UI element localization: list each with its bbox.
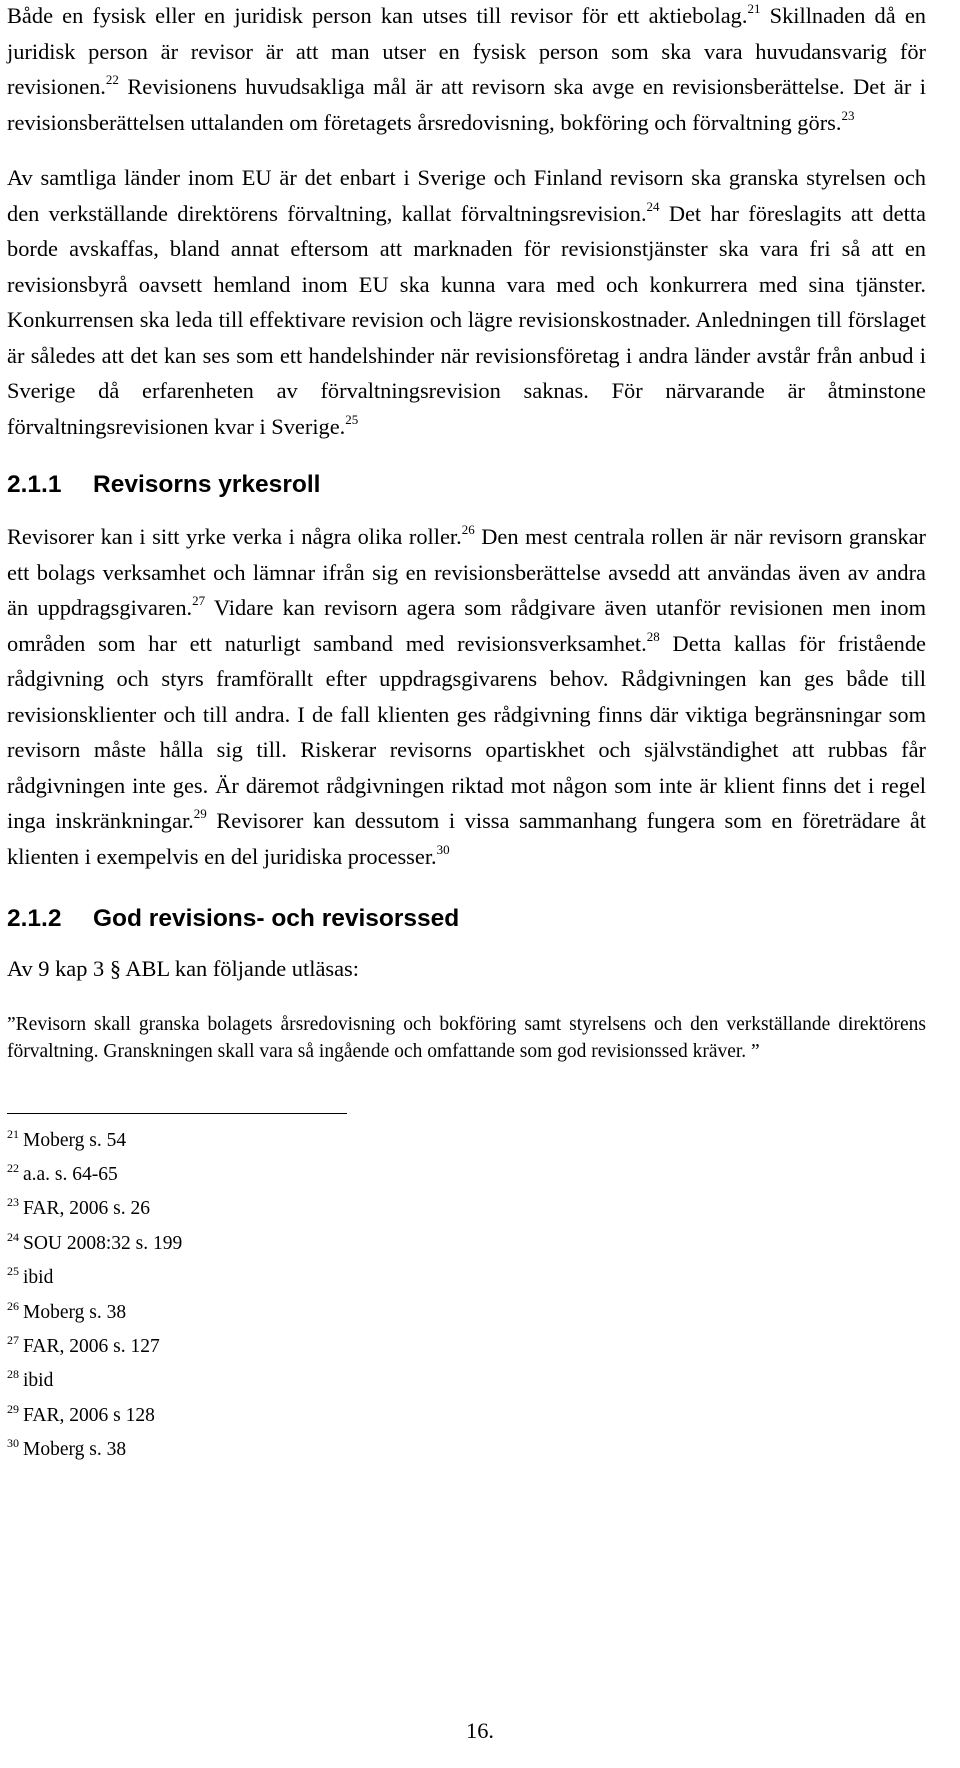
body-paragraph [7,160,926,444]
footnote-number: 30 [7,1436,19,1451]
heading-number: 2.1.2 [7,905,62,932]
footnote-item [7,1227,926,1261]
footnote-text: ibid [23,1267,54,1289]
section-heading-2-1-1 [7,469,926,501]
footnote-number: 27 [7,1332,19,1347]
footnote-text: a.a. s. 64-65 [23,1163,118,1185]
text-run: Revisorer kan dessutom i vissa sammanhang fungera som en företrädare åt klienten i exempelvis en del juridiska processer. [7,808,926,869]
footnote-marker: 27 [192,593,206,608]
footnote-item [7,1364,926,1398]
body-paragraph [7,519,926,874]
footnote-item [7,1124,926,1158]
footnote-item [7,1158,926,1192]
heading-title: God revisions- och revisorssed [93,905,460,932]
text-run: Av 9 kap 3 § ABL kan följande utläsas: [7,956,359,981]
footnote-number: 22 [7,1160,19,1175]
footnote-number: 23 [7,1195,19,1210]
footnote-text: SOU 2008:32 s. 199 [23,1232,183,1254]
section-heading-2-1-2 [7,903,926,935]
footnote-number: 24 [7,1229,19,1244]
footnote-number: 21 [7,1126,19,1141]
heading-number: 2.1.1 [7,471,62,498]
footnote-text: Moberg s. 54 [23,1129,127,1151]
footnote-text: FAR, 2006 s. 127 [23,1335,160,1357]
footnote-item [7,1399,926,1433]
law-quote: ”Revisorn skall granska bolagets årsredovisning och bokföring samt styrelsens och den verkställande direktörens förvaltning. Granskningen skall vara så ingående och omfattande som god revisionssed kräver. ” [7,1013,926,1062]
footnote-marker: 21 [747,1,761,16]
footnote-marker: 22 [105,72,119,87]
footnote-marker: 29 [193,806,207,821]
footnote-text: FAR, 2006 s 128 [23,1404,155,1426]
body-paragraph [7,951,926,987]
footnote-marker: 24 [646,198,660,214]
footnote-marker: 23 [841,107,855,123]
text-run: Skillnaden då en juridisk person är revisor är att man utser en fysisk person som ska vara huvudansvarig för revisionen. [7,3,926,99]
footnote-marker: 25 [345,411,359,427]
footnote-number: 25 [7,1264,19,1279]
footnote-item [7,1192,926,1226]
footnote-item [7,1330,926,1364]
footnote-marker: 30 [436,841,450,857]
heading-title: Revisorns yrkesroll [93,471,321,498]
footnote-item [7,1261,926,1295]
footnote-item [7,1296,926,1330]
footnote-marker: 28 [646,628,660,644]
footnote-text: FAR, 2006 s. 26 [23,1198,150,1220]
footnote-text: Moberg s. 38 [23,1301,127,1323]
text-run: Av samtliga länder inom EU är det enbart i Sverige och Finland revisorn ska granska styrelsen och den verkställande direktörens förvaltning, kallat förvaltningsrevision. [7,165,926,226]
footnote-item [7,1433,926,1467]
footnote-list [7,1124,926,1468]
footnote-marker: 26 [461,522,475,537]
footnote-text: ibid [23,1370,54,1392]
text-run: Detta kallas för fristående rådgivning och styrs framförallt efter uppdragsgivarens behov. Rådgivningen kan ges både till revisionsklienter och till andra. I de fall klienten ges rådgivning finns där viktiga begränsningar som revisorn måste hålla sig till. Riskerar revisorns opartiskhet och självständighet att rubbas får rådgivningen inte ges. Är däremot rådgivningen riktad mot någon som inte är klient finns det i regel inga inskränkningar. [7,630,926,833]
footnote-number: 26 [7,1298,19,1313]
footnote-text: Moberg s. 38 [23,1439,127,1461]
text-run: Revisorer kan i sitt yrke verka i några olika roller. [7,524,462,549]
text-run: Den mest centrala rollen är när revisorn granskar ett bolags verksamhet och lämnar ifrån sig en revisionsberättelse avsedd att användas även av andra än uppdragsgivaren. [7,524,926,620]
text-run: Det har föreslagits att detta borde avskaffas, bland annat eftersom att marknaden för revisionstjänster ska vara fri så att en revisionsbyrå oavsett hemland inom EU ska kunna vara med och konkurrera med sina tjänster. Konkurrensen ska leda till effektivare revision och lägre revisionskostnader. Anledningen till förslaget är således att det kan ses som ett handelshinder när revisionsföretag i andra länder avstår från anbud i Sverige då erfarenheten av förvaltningsrevision saknas. För närvarande är åtminstone förvaltningsrevisionen kvar i Sverige. [7,200,926,439]
footnote-divider [7,1113,347,1114]
body-paragraph [7,0,926,140]
text-run: Vidare kan revisorn agera som rådgivare även utanför revisionen men inom områden som har ett naturligt samband med revisionsverksamhet. [7,595,926,656]
page-number: 16. [466,1718,494,1743]
footnote-number: 29 [7,1401,19,1416]
footnote-number: 28 [7,1367,19,1382]
text-run: Både en fysisk eller en juridisk person kan utses till revisor för ett aktiebolag. [7,3,748,28]
text-run: Revisionens huvudsakliga mål är att revisorn ska avge en revisionsberättelse. Det är i revisionsberättelsen uttalanden om företagets årsredovisning, bokföring och förvaltning görs. [7,74,926,135]
